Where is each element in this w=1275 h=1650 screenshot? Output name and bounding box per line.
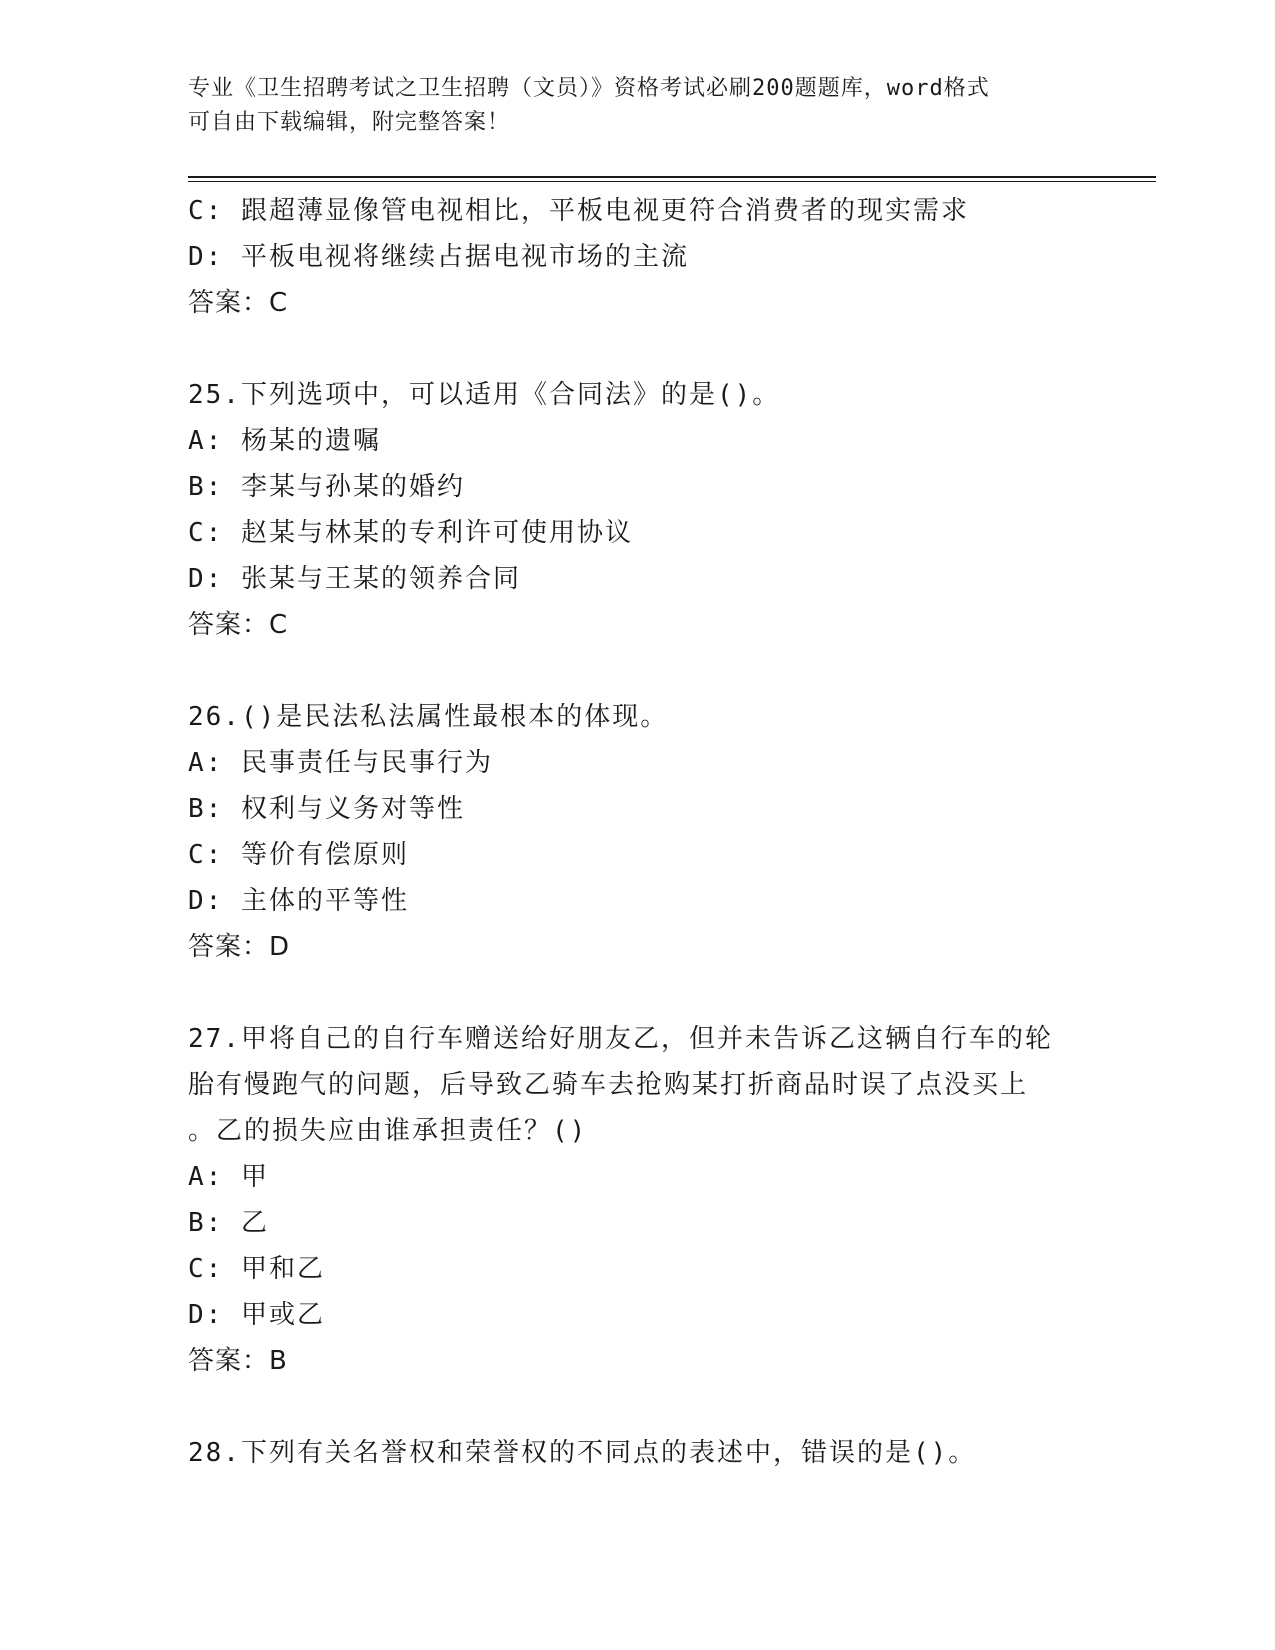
option-d: D: 张某与王某的领养合同	[188, 564, 521, 594]
option-c: C: 赵某与林某的专利许可使用协议	[188, 518, 633, 548]
answer-line: 答案：D	[188, 932, 291, 962]
header-divider-thin	[188, 181, 1156, 182]
question-list	[188, 188, 1088, 1476]
option-c: C: 甲和乙	[188, 1254, 325, 1284]
spacer	[188, 648, 1088, 694]
document-header	[188, 72, 1088, 140]
question-27	[188, 1016, 1088, 1384]
question-26	[188, 694, 1088, 970]
header-title-line-2: 可自由下载编辑，附完整答案！	[188, 110, 511, 135]
spacer	[188, 1384, 1088, 1430]
option-d: D: 平板电视将继续占据电视市场的主流	[188, 242, 689, 272]
answer-line: 答案：C	[188, 610, 289, 640]
option-c: C: 跟超薄显像管电视相比，平板电视更符合消费者的现实需求	[188, 196, 969, 226]
option-a: A: 甲	[188, 1162, 269, 1192]
spacer	[188, 970, 1088, 1016]
option-b: B: 权利与义务对等性	[188, 794, 465, 824]
question-24-continued	[188, 188, 1088, 326]
option-b: B: 乙	[188, 1208, 269, 1238]
question-25	[188, 372, 1088, 648]
option-d: D: 主体的平等性	[188, 886, 409, 916]
question-28	[188, 1430, 1088, 1476]
question-stem-line-2: 胎有慢跑气的问题，后导致乙骑车去抢购某打折商品时误了点没买上	[188, 1070, 1029, 1100]
option-a: A: 民事责任与民事行为	[188, 748, 493, 778]
answer-line: 答案：B	[188, 1346, 288, 1376]
option-c: C: 等价有偿原则	[188, 840, 409, 870]
header-divider-thick	[188, 176, 1156, 178]
question-stem: 26.()是民法私法属性最根本的体现。	[188, 702, 669, 732]
spacer	[188, 326, 1088, 372]
answer-line: 答案：C	[188, 288, 289, 318]
question-stem: 28.下列有关名誉权和荣誉权的不同点的表述中，错误的是()。	[188, 1438, 977, 1468]
question-stem: 25.下列选项中，可以适用《合同法》的是()。	[188, 380, 781, 410]
option-b: B: 李某与孙某的婚约	[188, 472, 465, 502]
question-stem-line-3: 。乙的损失应由谁承担责任？()	[188, 1116, 588, 1146]
option-d: D: 甲或乙	[188, 1300, 325, 1330]
option-a: A: 杨某的遗嘱	[188, 426, 381, 456]
question-stem-line-1: 27.甲将自己的自行车赠送给好朋友乙，但并未告诉乙这辆自行车的轮	[188, 1024, 1053, 1054]
header-title-line-1: 专业《卫生招聘考试之卫生招聘（文员）》资格考试必刷200题题库，word格式	[188, 76, 990, 101]
